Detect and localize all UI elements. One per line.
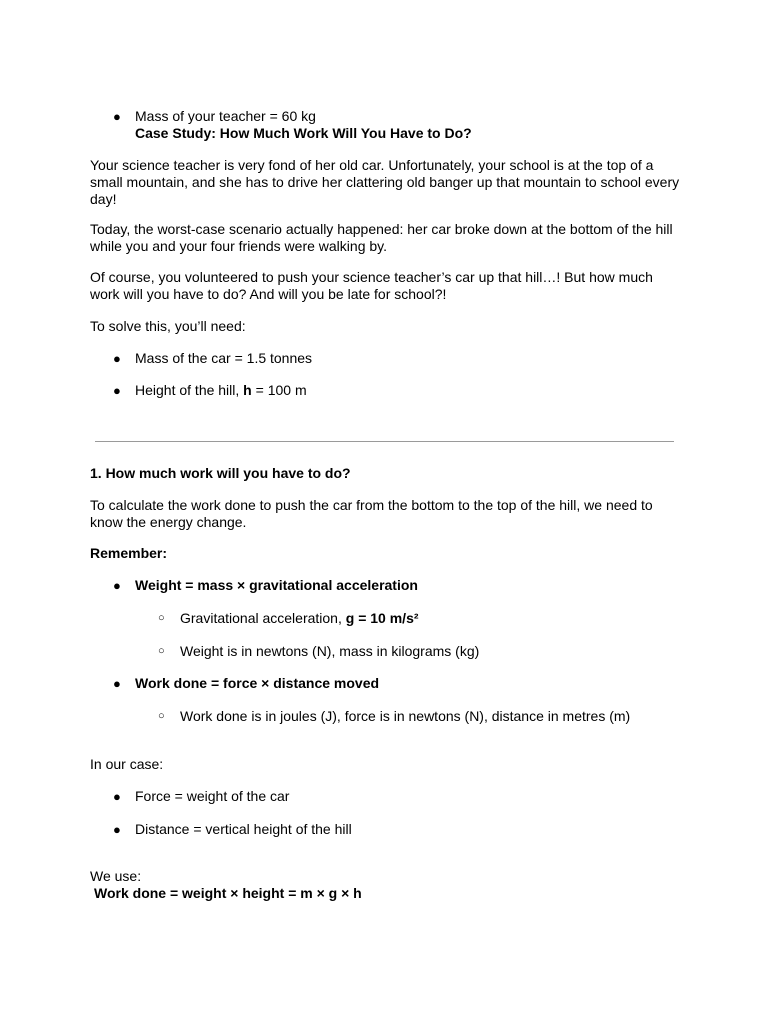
section-1-heading: 1. How much work will you have to do? bbox=[90, 465, 351, 481]
paragraph-intro: Your science teacher is very fond of her old car. Unfortunately, your school is at the top of a small mountain, and she has to drive her clattering old banger up that mountain to school every day! bbox=[90, 157, 680, 207]
work-rule: Work done = force × distance moved bbox=[135, 675, 380, 691]
paragraph-breakdown: Today, the worst-case scenario actually happened: her car broke down at the bottom of the hill while you and your four friends were walking by. bbox=[90, 221, 673, 254]
weight-units-item: Weight is in newtons (N), mass in kilograms (kg) bbox=[180, 643, 480, 659]
bullet-dot: ● bbox=[113, 578, 121, 593]
hill-height-item bbox=[135, 382, 307, 399]
section-1-text: To calculate the work done to push the car from the bottom to the top of the hill, we need to know the energy change. bbox=[90, 497, 653, 530]
paragraph-need: To solve this, you’ll need: bbox=[90, 318, 246, 334]
hill-height-symbol: h bbox=[243, 382, 252, 398]
sub-bullet-circle: ○ bbox=[158, 710, 165, 722]
paragraph-volunteer: Of course, you volunteered to push your science teacher’s car up that hill…! But how much work will you have to do? And will you be late for school?! bbox=[90, 269, 653, 302]
we-use-label: We use: bbox=[90, 868, 142, 884]
remember-label: Remember: bbox=[90, 545, 168, 561]
gravity-item bbox=[180, 610, 419, 627]
in-our-case-label: In our case: bbox=[90, 756, 164, 772]
weight-rule: Weight = mass × gravitational acceleration bbox=[135, 577, 418, 593]
bullet-dot: ● bbox=[113, 789, 121, 804]
hill-height-prefix: Height of the hill, bbox=[135, 382, 244, 398]
sub-bullet-circle: ○ bbox=[158, 612, 165, 624]
teacher-mass-item: Mass of your teacher = 60 kg bbox=[135, 108, 316, 124]
bullet-dot: ● bbox=[113, 676, 121, 691]
work-units-item: Work done is in joules (J), force is in newtons (N), distance in metres (m) bbox=[180, 708, 631, 724]
car-mass-item: Mass of the car = 1.5 tonnes bbox=[135, 350, 313, 366]
sub-bullet-circle: ○ bbox=[158, 645, 165, 657]
horizontal-divider bbox=[95, 441, 674, 442]
bullet-dot: ● bbox=[113, 822, 121, 837]
work-formula: Work done = weight × height = m × g × h bbox=[94, 885, 362, 901]
bullet-dot: ● bbox=[113, 109, 121, 124]
bullet-dot: ● bbox=[113, 383, 121, 398]
force-item: Force = weight of the car bbox=[135, 788, 290, 804]
bullet-dot: ● bbox=[113, 351, 121, 366]
gravity-value: g = 10 m/s² bbox=[345, 610, 419, 626]
gravity-prefix: Gravitational acceleration, bbox=[180, 610, 346, 626]
hill-height-suffix: = 100 m bbox=[251, 382, 307, 398]
case-study-title: Case Study: How Much Work Will You Have to Do? bbox=[135, 125, 472, 141]
distance-item: Distance = vertical height of the hill bbox=[135, 821, 352, 837]
